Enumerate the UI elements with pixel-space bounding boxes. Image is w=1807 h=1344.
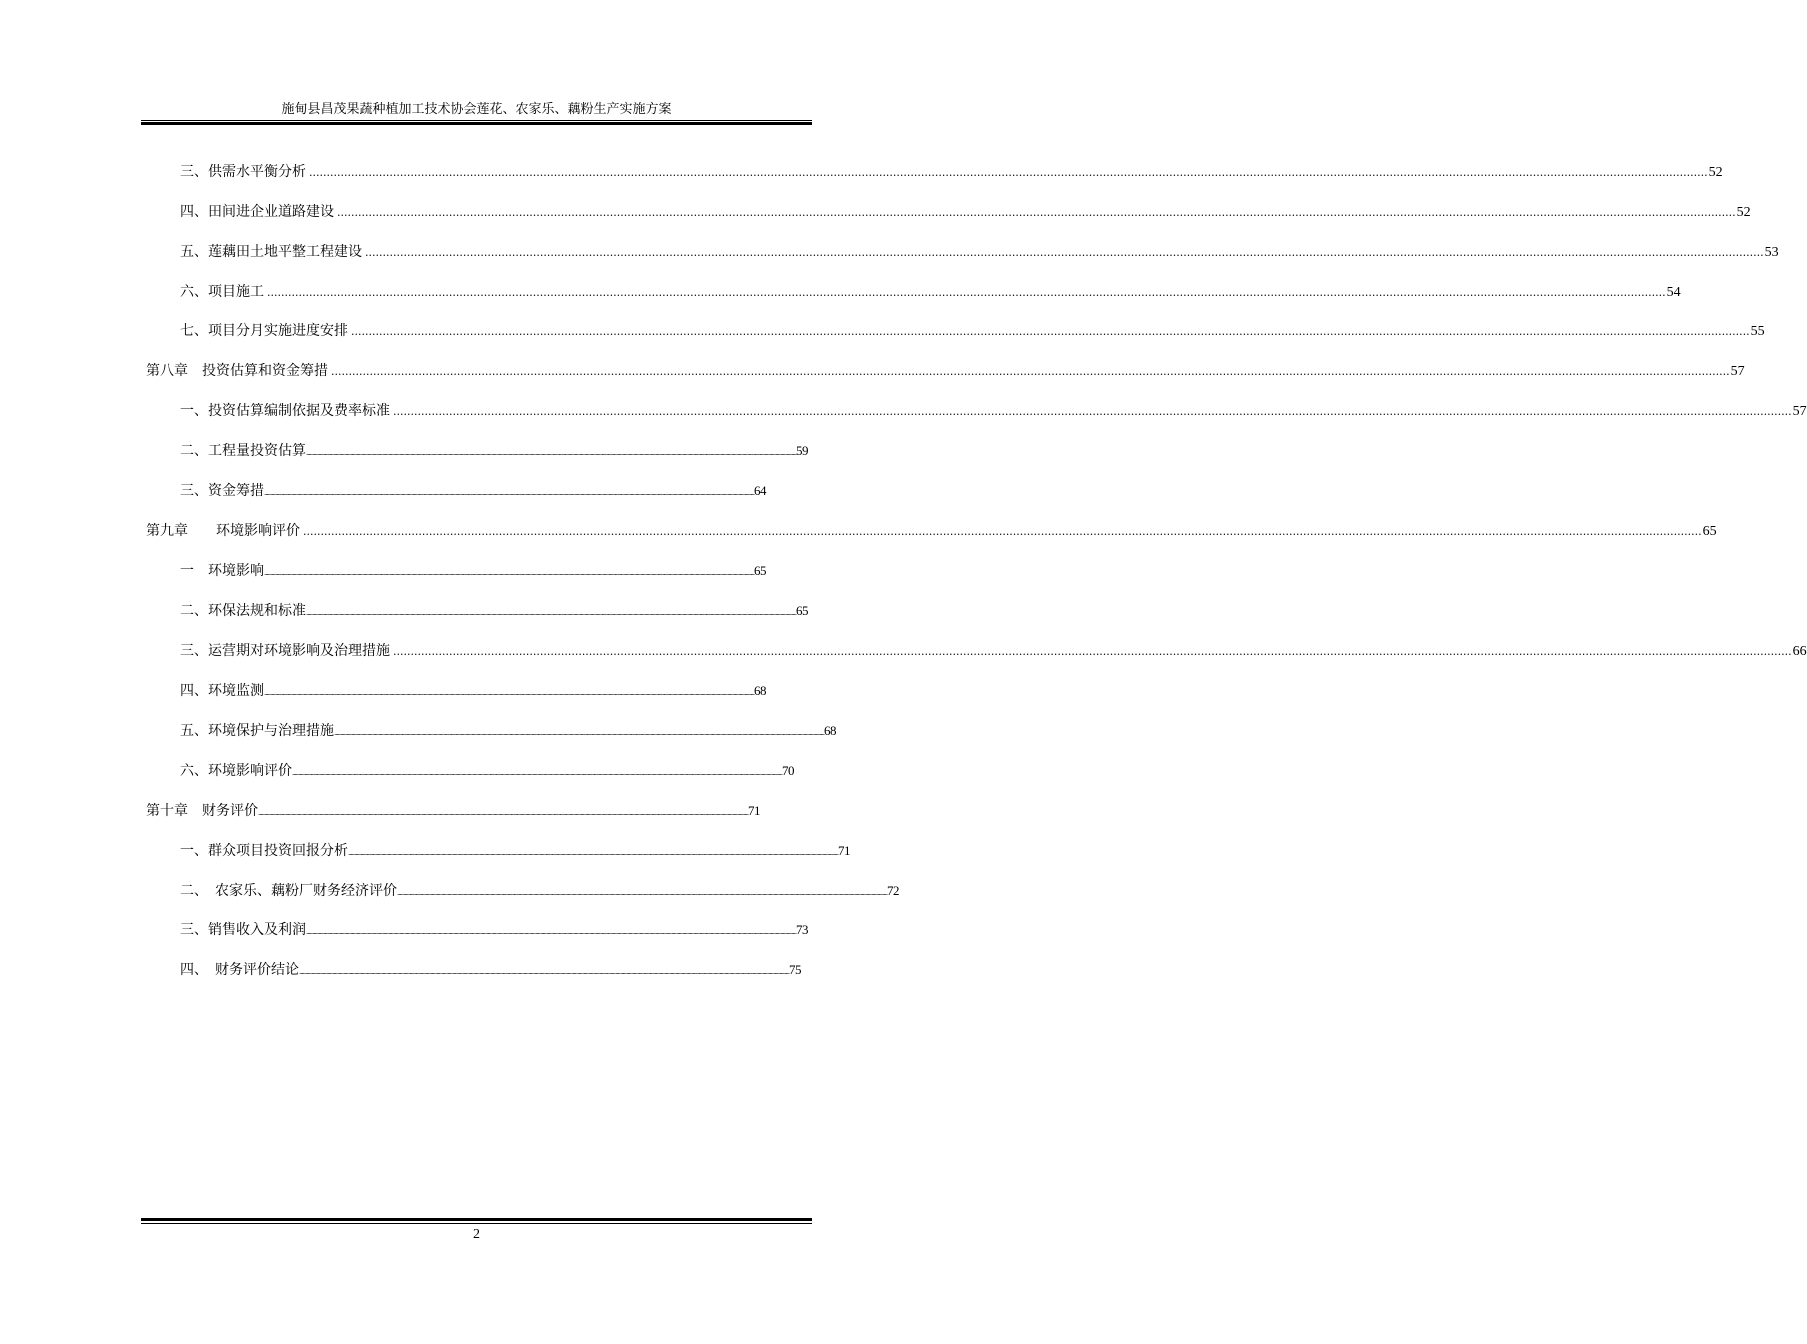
toc-page-number: 53 [1764,245,1779,260]
toc-label: 一、群众项目投资回报分析 [180,843,348,859]
toc-entry[interactable] [180,721,837,741]
toc-page-number: 70 [782,763,795,778]
toc-leader: ................................................................................................................................................................................................................................................................................................................................................................................................................ [303,525,1702,538]
toc-label: 四、环境监测 [180,683,264,699]
toc-entry[interactable] [180,242,1779,262]
toc-leader: ................................................................................................................................................................................................................................................................................................................................................................................................................ [393,645,1792,658]
toc-page-number: 57 [1730,364,1745,379]
toc-entry[interactable] [180,441,809,461]
toc-leader: ................................................................................................................................................................................................................................................................................................................................................................................................................ [309,166,1708,179]
toc-leader: ................................................................................................................................................................................................................................................................................................................................................................................................................ [334,729,825,737]
toc-leader: ................................................................................................................................................................................................................................................................................................................................................................................................................ [393,405,1792,418]
page-number: 2 [473,1227,480,1242]
toc-page-number: 55 [1750,324,1765,339]
toc-page-number: 65 [1702,524,1717,539]
toc-page-number: 72 [887,883,900,898]
footer-rule-thin [141,1223,812,1224]
toc-label: 二、工程量投资估算 [180,443,306,459]
toc-entry[interactable] [180,202,1751,222]
toc-page-number: 52 [1708,165,1723,180]
toc-leader: ................................................................................................................................................................................................................................................................................................................................................................................................................ [264,489,755,497]
toc-entry[interactable] [180,960,802,980]
toc-page-number: 73 [796,922,809,937]
toc-page-number: 71 [838,843,851,858]
toc-page-number: 68 [824,723,837,738]
toc-leader: ................................................................................................................................................................................................................................................................................................................................................................................................................ [351,325,1750,338]
toc-label: 四、 财务评价结论 [180,962,299,978]
toc-page-number: 65 [754,563,767,578]
toc-chapter-entry[interactable] [146,801,761,821]
toc-label: 六、项目施工 [180,284,264,300]
toc-page-number: 65 [796,603,809,618]
toc-entry[interactable] [180,681,767,701]
toc-label: 第九章 环境影响评价 [146,523,300,539]
toc-leader: ................................................................................................................................................................................................................................................................................................................................................................................................................ [397,889,888,897]
toc-label: 一 环境影响 [180,563,264,579]
toc-leader: ................................................................................................................................................................................................................................................................................................................................................................................................................ [306,609,797,617]
toc-page-number: 64 [754,483,767,498]
toc-chapter-entry[interactable] [146,361,1745,381]
toc-label: 四、田间进企业道路建设 [180,204,334,220]
toc-label: 二、 农家乐、藕粉厂财务经济评价 [180,883,397,899]
toc-leader: ................................................................................................................................................................................................................................................................................................................................................................................................................ [331,365,1730,378]
header-rule-thin [141,120,812,121]
header-rule-thick [141,122,812,125]
document-title: 施甸县昌茂果蔬种植加工技术协会莲花、农家乐、藕粉生产实施方案 [281,102,672,117]
toc-label: 第八章 投资估算和资金筹措 [146,363,328,379]
toc-label: 三、供需水平衡分析 [180,164,306,180]
toc-label: 三、运营期对环境影响及治理措施 [180,643,390,659]
toc-page-number: 68 [754,683,767,698]
toc-entry[interactable] [180,282,1681,302]
toc-label: 六、环境影响评价 [180,763,292,779]
toc-label: 二、环保法规和标准 [180,603,306,619]
toc-leader: ................................................................................................................................................................................................................................................................................................................................................................................................................ [267,286,1666,299]
toc-page-number: 57 [1792,404,1807,419]
toc-entry[interactable] [180,761,795,781]
toc-entry[interactable] [180,920,809,940]
toc-leader: ................................................................................................................................................................................................................................................................................................................................................................................................................ [306,449,797,457]
toc-label: 第十章 财务评价 [146,803,258,819]
toc-leader: ................................................................................................................................................................................................................................................................................................................................................................................................................ [299,968,790,976]
toc-leader: ................................................................................................................................................................................................................................................................................................................................................................................................................ [292,769,783,777]
toc-label: 三、销售收入及利润 [180,922,306,938]
toc-leader: ................................................................................................................................................................................................................................................................................................................................................................................................................ [264,689,755,697]
toc-leader: ................................................................................................................................................................................................................................................................................................................................................................................................................ [348,849,839,857]
toc-chapter-entry[interactable] [146,521,1717,541]
toc-label: 七、项目分月实施进度安排 [180,323,348,339]
toc-entry[interactable] [180,561,767,581]
toc-label: 五、莲藕田土地平整工程建设 [180,244,362,260]
toc-leader: ................................................................................................................................................................................................................................................................................................................................................................................................................ [365,246,1764,259]
toc-leader: ................................................................................................................................................................................................................................................................................................................................................................................................................ [258,809,749,817]
toc-entry[interactable] [180,481,767,501]
toc-page-number: 52 [1736,205,1751,220]
footer-rule-thick [141,1218,812,1221]
toc-page-number: 71 [748,803,761,818]
toc-entry[interactable] [180,162,1723,182]
toc-entry[interactable] [180,321,1765,341]
toc-page-number: 59 [796,443,809,458]
toc-label: 三、资金筹措 [180,483,264,499]
toc-leader: ................................................................................................................................................................................................................................................................................................................................................................................................................ [264,569,755,577]
toc-entry[interactable] [180,881,900,901]
toc-entry[interactable] [180,401,1807,421]
toc-label: 一、投资估算编制依据及费率标准 [180,403,390,419]
toc-entry[interactable] [180,841,851,861]
toc-page-number: 54 [1666,285,1681,300]
toc-entry[interactable] [180,641,1807,661]
toc-page-number: 66 [1792,644,1807,659]
toc-page-number: 75 [789,962,802,977]
toc-entry[interactable] [180,601,809,621]
toc-leader: ................................................................................................................................................................................................................................................................................................................................................................................................................ [337,206,1736,219]
toc-leader: ................................................................................................................................................................................................................................................................................................................................................................................................................ [306,928,797,936]
toc-label: 五、环境保护与治理措施 [180,723,334,739]
